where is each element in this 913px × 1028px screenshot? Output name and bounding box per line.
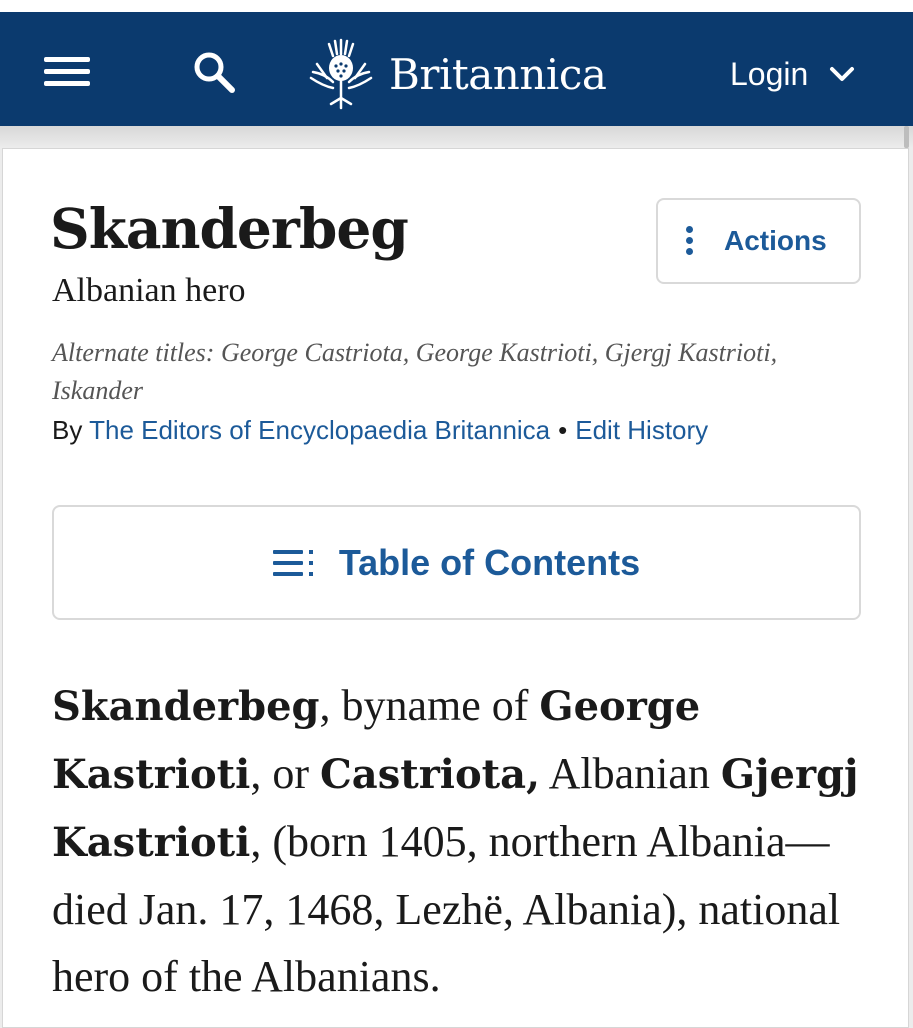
byline-prefix: By	[52, 415, 83, 445]
search-icon	[190, 48, 238, 96]
toc-label: Table of Contents	[338, 541, 641, 583]
actions-label: Actions	[724, 225, 827, 256]
actions-button[interactable]	[656, 198, 861, 284]
alternate-titles: Alternate titles: George Castriota, George Kastrioti, Gjergj Kastrioti, Iskander	[52, 338, 778, 405]
byline-separator: •	[558, 415, 568, 445]
article-intro	[52, 672, 872, 1010]
intro-text: , (born 1405, northern Albania—died Jan. 17, 1468, Lezhë, Albania), national hero of the Albanians.	[52, 817, 841, 1001]
status-strip	[0, 0, 913, 12]
intro-text: , or	[250, 749, 320, 798]
login-label: Login	[730, 55, 809, 92]
britannica-logo[interactable]	[305, 34, 606, 114]
hamburger-menu-icon	[44, 57, 90, 62]
chevron-down-icon	[828, 60, 856, 88]
table-of-contents-button[interactable]	[52, 505, 861, 620]
intro-bold-term: Castriota,	[319, 751, 540, 798]
intro-bold-term: George Kastrioti	[52, 683, 701, 798]
menu-button[interactable]	[44, 53, 92, 89]
site-header	[0, 12, 913, 126]
byline	[52, 415, 708, 446]
page-subtitle: Albanian hero	[52, 272, 246, 309]
thistle-logo-icon	[305, 38, 377, 110]
author-link[interactable]: The Editors of Encyclopaedia Britannica	[89, 415, 551, 445]
table-of-contents-icon	[273, 548, 319, 578]
intro-text: , byname of	[319, 681, 540, 730]
intro-bold-term: Skanderbeg	[52, 683, 320, 730]
search-button[interactable]	[190, 48, 238, 96]
login-button[interactable]	[730, 54, 856, 94]
scrollbar[interactable]	[904, 126, 909, 148]
intro-bold-term: Gjergj Kastrioti	[52, 751, 859, 866]
brand-name: Britannica	[389, 49, 607, 99]
edit-history-link[interactable]: Edit History	[575, 415, 709, 445]
page-title: Skanderbeg	[50, 196, 408, 261]
kebab-menu-icon	[686, 226, 694, 256]
header-shadow	[0, 126, 913, 148]
intro-text: Albanian	[540, 749, 721, 798]
